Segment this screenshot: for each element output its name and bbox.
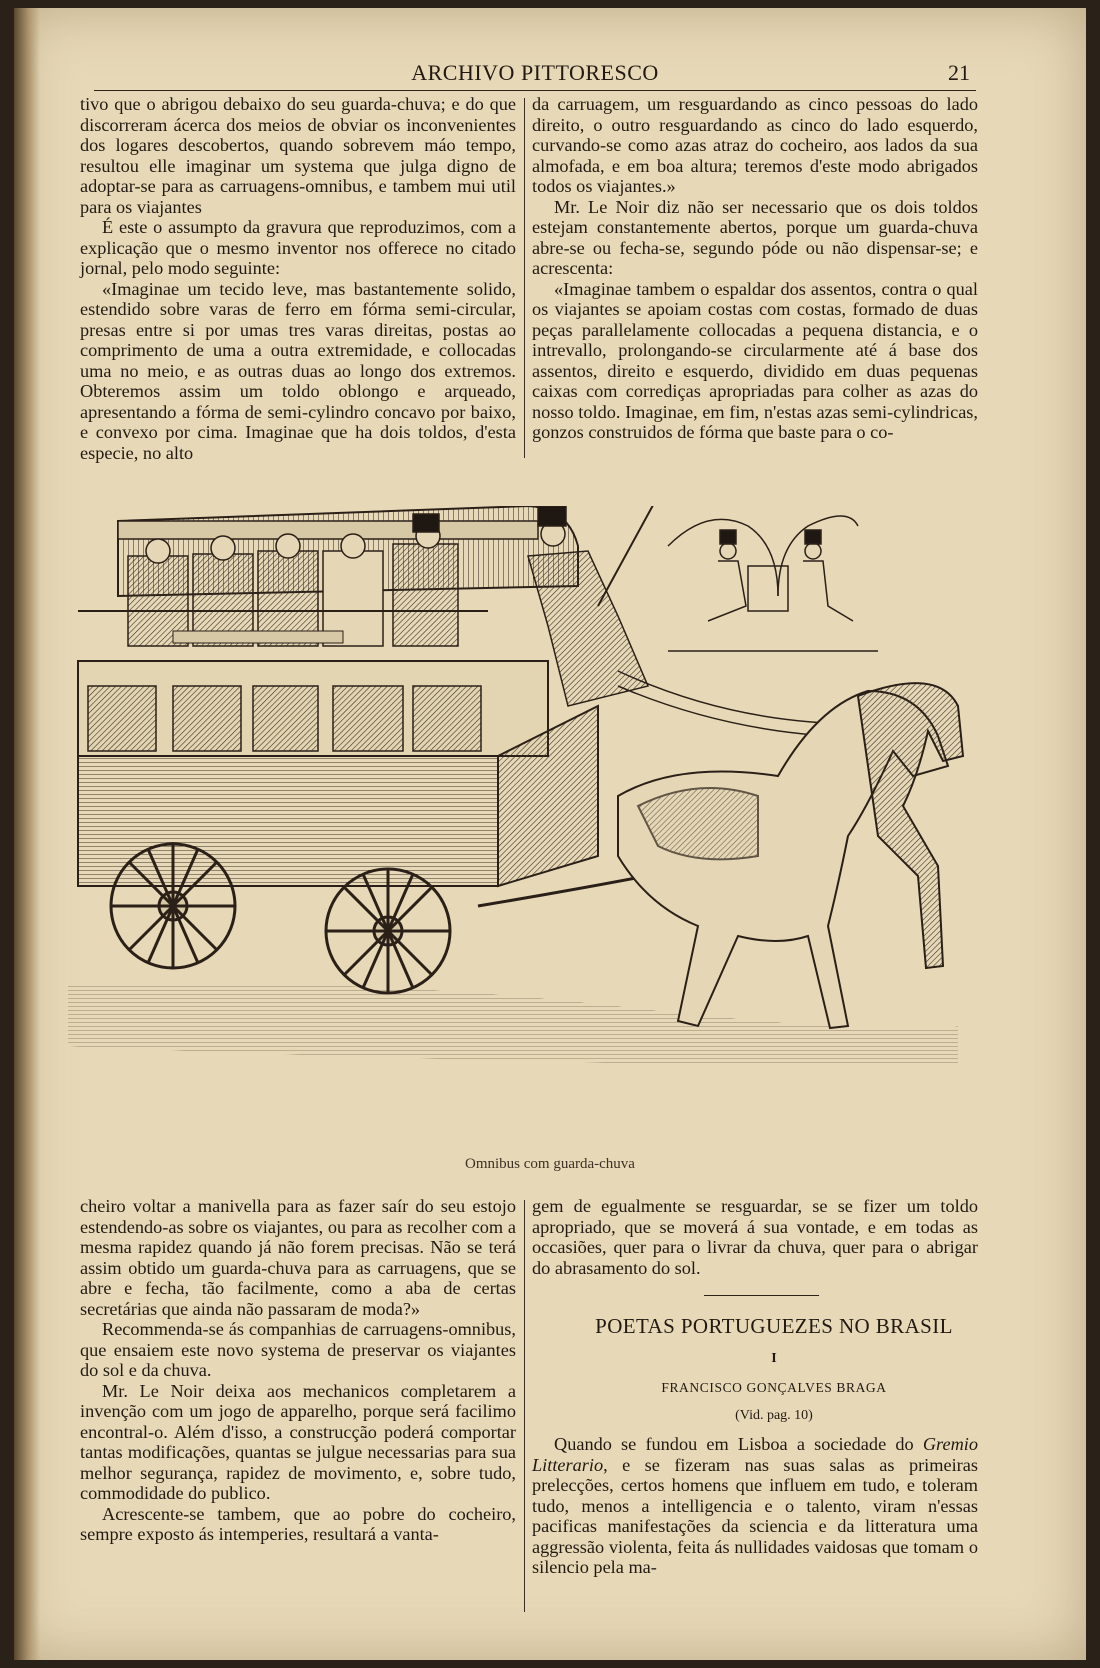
article-author: FRANCISCO GONÇALVES BRAGA <box>661 1380 887 1395</box>
paragraph: É este o assumpto da gravura que reproduzimos, com a explicação que o mesmo inventor nos offerece no citado jornal, pelo modo seguinte: <box>80 217 516 278</box>
paragraph: «Imaginae tambem o espaldar dos assentos, contra o qual os viajantes se apoiam costas com costas, formado de duas peças parallelamente collocadas a pequena distancia, e o intrevallo, prolongando-se circularmente até á base dos assentos, direito e esquerdo, dividido em duas pequenas caixas com corrediças apropriadas para colher as azas do nosso toldo. Imaginae, em fim, n'estas azas semi-cylindricas, gonzos construidos de fórma que baste para o co- <box>532 278 978 442</box>
lower-windows <box>88 686 481 751</box>
inset-diagram <box>668 516 878 651</box>
article-reference: (Vid. pag. 10) <box>735 1408 813 1423</box>
section-separator <box>704 1295 819 1296</box>
omnibus-illustration <box>58 506 1018 1114</box>
column-left-bottom <box>80 1196 516 1545</box>
article-part-number: I <box>771 1351 777 1366</box>
article-title: POETAS PORTUGUEZES NO BRASIL <box>595 1314 953 1338</box>
paragraph: gem de egualmente se resguardar, se se fizer um toldo apropriado, que se moverá á sua vontade, e em todas as occasiões, quer para o livrar da chuva, quer para o abrigar do abrasamento do sol. <box>532 1196 978 1278</box>
paragraph: da carruagem, um resguardando as cinco pessoas do lado direito, o outro resguardando as cinco do lado esquerdo, curvando-se como azas atraz do cocheiro, aos lados da sua almofada, e em boa altura; teremos d'este modo abrigados todos os viajantes.» <box>532 94 978 196</box>
newspaper-page <box>14 8 1086 1660</box>
front-wheel <box>326 869 450 993</box>
text-run: , e se fizeram nas suas salas as primeiras prelecções, certos homens que influem em tudo, e toleram tudo, menos a intelligencia e o talento, viram n'essas pacificas manifestações da sciencia e da litteratura uma aggressão violenta, feita ás nullidades vaidosas que tomam o silencio pela ma- <box>532 1454 978 1577</box>
paragraph: Acrescente-se tambem, que ao pobre do cocheiro, sempre exposto ás intemperies, resultará a vanta- <box>80 1503 516 1544</box>
paragraph: «Imaginae um tecido leve, mas bastantemente solido, estendido sobre varas de ferro em fórma semi-circular, presas entre si por umas tres varas direitas, postas ao comprimento de uma a outra extremidade, e collocadas uma no meio, e as outras duas ao longo dos extremos. Obteremos assim um toldo oblongo e arqueado, apresentando a fórma de semi-cylindro concavo por baixo, e convexo por cima. Imaginae que ha dois toldos, d'esta especie, no alto <box>80 278 516 463</box>
paragraph: cheiro voltar a manivella para as fazer saír do seu estojo estendendo-as sobre os viajantes, ou para as recolher com a mesma rapidez quando já não forem precisas. Não se terá assim obtido um guarda-chuva para as carruagens, que se abre e fecha, tão facilmente, como a aba de certas secretárias que ainda não passaram de moda?» <box>80 1196 516 1319</box>
paragraph: Mr. Le Noir diz não ser necessario que os dois toldos estejam constantemente abertos, porque um guarda-chuva abre-se ou fecha-se, segundo póde ou não dispensar-se; e acrescenta: <box>532 196 978 278</box>
paragraph <box>532 1434 978 1578</box>
column-right-bottom <box>532 1196 978 1278</box>
journal-title: ARCHIVO PITTORESCO <box>411 60 659 85</box>
column-divider <box>524 1200 525 1612</box>
figure-caption: Omnibus com guarda-chuva <box>465 1156 635 1172</box>
article-body <box>532 1434 978 1578</box>
column-divider <box>524 98 525 458</box>
page-number: 21 <box>948 60 970 85</box>
book-spine-shadow <box>14 8 40 1660</box>
rear-wheel <box>111 844 235 968</box>
column-left-top <box>80 94 516 463</box>
running-header <box>94 60 976 91</box>
paragraph: Recommenda-se ás companhias de carruagens-omnibus, que ensaiem este novo systema de preservar os viajantes do sol e da chuva. <box>80 1319 516 1380</box>
omnibus-engraving <box>58 506 1018 1114</box>
horses <box>618 683 963 1028</box>
text-run: Quando se fundou em Lisboa a sociedade do <box>554 1434 923 1454</box>
paragraph: Mr. Le Noir deixa aos mechanicos completarem a invenção com um jogo de apparelho, porque será facilimo encontral-o. Além d'isso, a construcção poderá comportar tantas modificações, quantas se julgue necessarias para sua melhor segurança, rapidez de movimento, e, sobre tudo, commodidade do publico. <box>80 1380 516 1503</box>
society-name: Gremio Litterario <box>532 1434 978 1475</box>
paragraph: tivo que o abrigou debaixo do seu guarda-chuva; e do que discorreram ácerca dos meios de obviar os inconvenientes dos logares descobertos, quando sobrevem máo tempo, resultou elle imaginar um systema que julga digno de adoptar-se para as carruagens-omnibus, e tambem mui util para os viajantes <box>80 94 516 217</box>
column-right-top <box>532 94 978 443</box>
